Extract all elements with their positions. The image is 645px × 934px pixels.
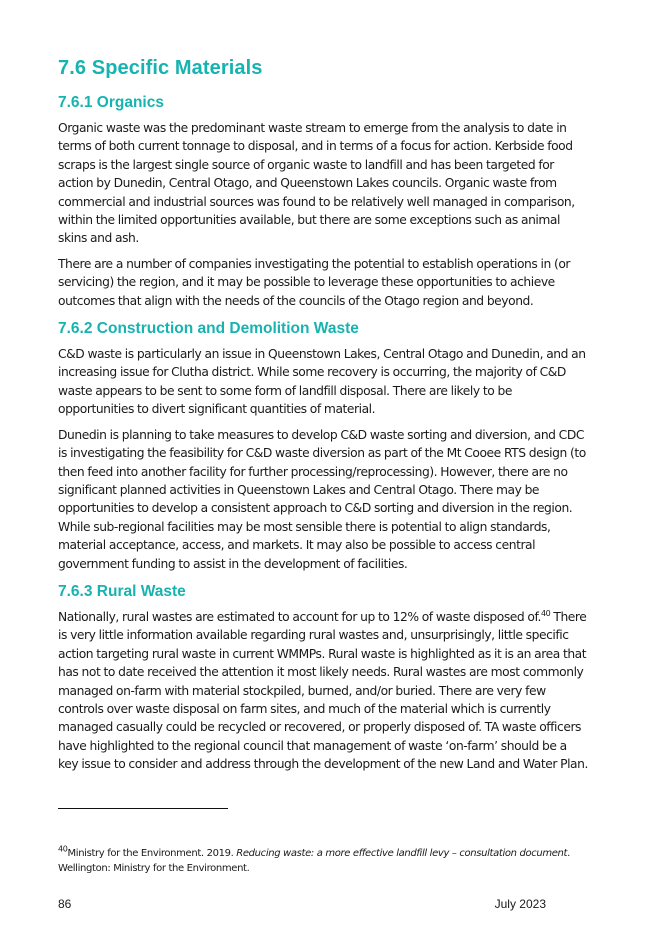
section-organics: [58, 94, 588, 310]
section-construction-demolition: [58, 320, 588, 573]
footnote-title: Reducing waste: a more effective landfill levy – consultation document: [236, 848, 568, 859]
page-footer: [58, 897, 546, 911]
subsection-heading-rural-waste: 7.6.3 Rural Waste: [58, 582, 186, 600]
footnote-divider: [58, 808, 228, 809]
rural-paragraph: [58, 608, 588, 774]
footnote-number: 40: [58, 844, 68, 854]
footnote-lead: Ministry for the Environment. 2019.: [67, 848, 237, 859]
footer-date: July 2023: [494, 897, 546, 911]
rural-paragraph-rest: There is very little information available regarding rural wastes and, unsurprisingly, little specific action targeting rural waste in current WMMPs. Rural waste is highlighted as it is an area that has not to date received the attention it most likely needs. Rural wastes are most commonly managed on-farm with material stockpiled, burned, and/or buried. There are very few controls over waste disposal on farm sites, and much of the material which is currently managed casually could be recycled or recovered, or properly disposed of. TA waste officers have highlighted to the regional council that management of waste ‘on-farm’ should be a key issue to consider and address through the development of the new Land and Water Plan.: [58, 609, 588, 772]
subsection-heading-cd-waste: 7.6.2 Construction and Demolition Waste: [58, 320, 359, 338]
page-body: [58, 52, 588, 784]
subsection-heading-organics: 7.6.1 Organics: [58, 94, 164, 111]
organics-paragraph-2: There are a number of companies investigating the potential to establish operations in (or servicing) the region, and it may be possible to leverage these opportunities to achieve outcomes that align with the needs of the councils of the Otago region and beyond.: [58, 256, 570, 308]
rural-paragraph-lead: Nationally, rural wastes are estimated to account for up to 12% of waste disposed of.: [58, 609, 541, 624]
cd-paragraph-1: C&D waste is particularly an issue in Queenstown Lakes, Central Otago and Dunedin, and an increasing issue for Clutha district. While some recovery is occurring, the majority of C&D waste appears to be sent to some form of landfill disposal. There are likely to be opportunities to divert significant quantities of material.: [58, 347, 586, 417]
cd-paragraph-2: Dunedin is planning to take measures to develop C&D waste sorting and diversion, and CDC is investigating the feasibility for C&D waste diversion as part of the Mt Cooee RTS design (to then feed into another facility for further processing/reprocessing). However, there are no significant planned activities in Queenstown Lakes and Central Otago. There may be opportunities to develop a consistent approach to C&D sorting and diversion in the region. While sub-regional facilities may be most sensible there is potential to align standards, material acceptance, access, and markets. It may also be possible to access central government funding to assist in the development of facilities.: [58, 427, 586, 571]
footnote: [58, 846, 598, 876]
footnote-tail: . Wellington: Ministry for the Environment.: [58, 848, 570, 874]
footnote-reference[interactable]: 40: [540, 608, 551, 618]
organics-paragraph-1: Organic waste was the predominant waste stream to emerge from the analysis to date in terms of both current tonnage to disposal, and in terms of a focus for action. Kerbside food scraps is the largest single source of organic waste to landfill and has been targeted for action by Dunedin, Central Otago, and Queenstown Lakes councils. Organic waste from commercial and industrial sources was found to be relatively well managed in comparison, within the limited opportunities available, but there are some exceptions such as animal skins and ash.: [58, 121, 575, 246]
section-rural-waste: [58, 583, 588, 774]
section-heading: 7.6 Specific Materials: [58, 57, 263, 79]
page-number: 86: [58, 897, 72, 911]
